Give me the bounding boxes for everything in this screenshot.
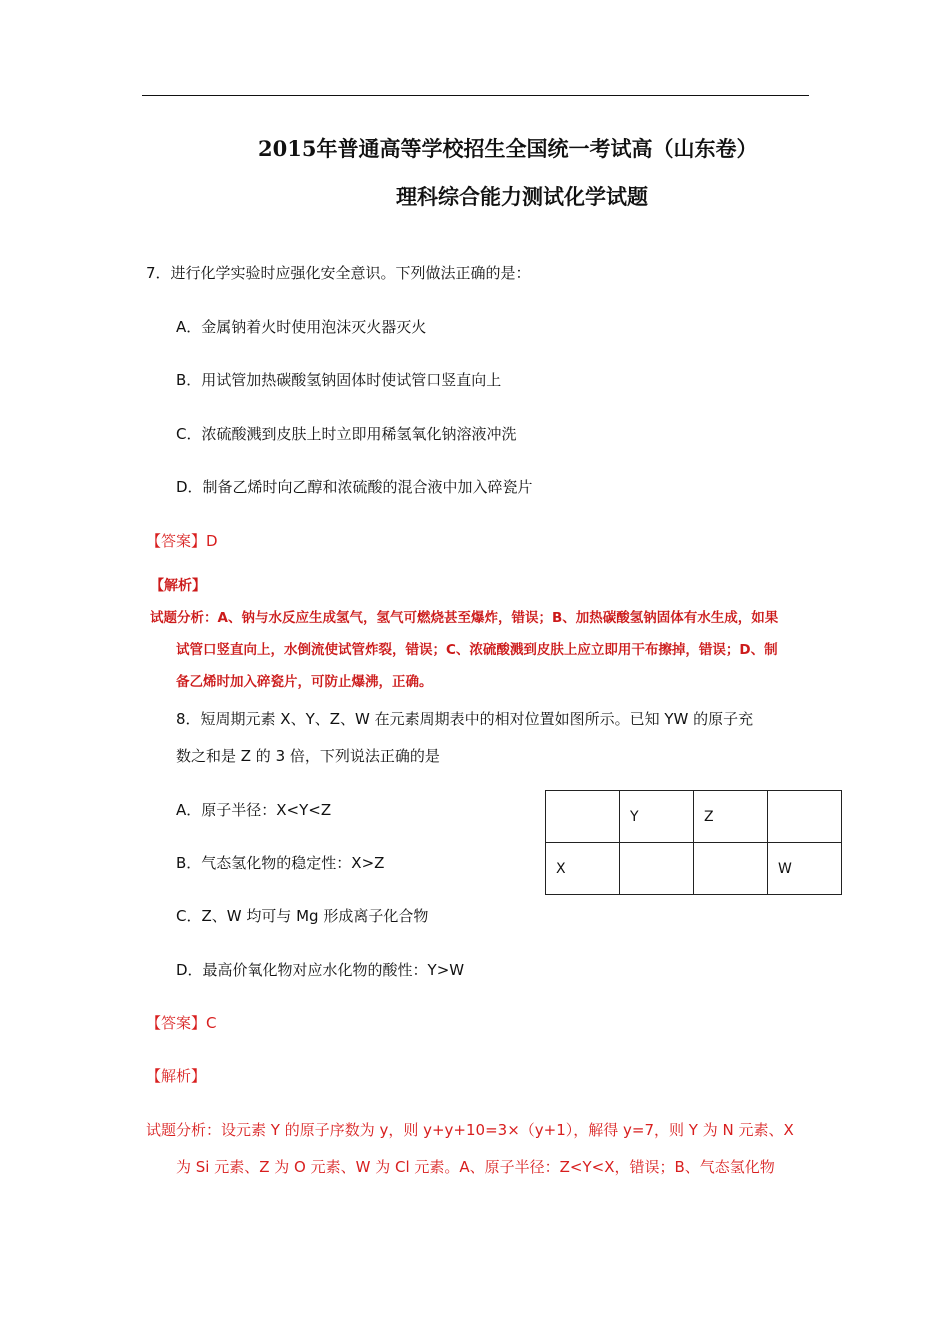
exam-subtitle: 理科综合能力测试化学试题 <box>396 184 648 209</box>
table-row <box>546 843 842 895</box>
table-cell: Z <box>694 791 768 843</box>
q8-option-d: D．最高价氧化物对应水化物的酸性：Y>W <box>176 961 465 979</box>
table-cell: X <box>546 843 620 895</box>
q7-option-c: C．浓硫酸溅到皮肤上时立即用稀氢氧化钠溶液冲洗 <box>176 425 517 443</box>
q7-analysis-line-2: 试管口竖直向上，水倒流使试管炸裂，错误；C、浓硫酸溅到皮肤上应立即用干布擦掉，错误；D、制 <box>176 642 778 658</box>
q7-option-b: B．用试管加热碳酸氢钠固体时使试管口竖直向上 <box>176 371 502 389</box>
q8-answer: 【答案】C <box>146 1014 217 1032</box>
table-cell: Y <box>620 791 694 843</box>
q7-analysis-label: 【解析】 <box>150 578 206 594</box>
table-row <box>546 791 842 843</box>
q7-answer: 【答案】D <box>146 532 218 550</box>
q7-option-d: D．制备乙烯时向乙醇和浓硫酸的混合液中加入碎瓷片 <box>176 478 533 496</box>
table-cell: W <box>768 843 842 895</box>
q8-stem-line-2: 数之和是 Z 的 3 倍，下列说法正确的是 <box>176 747 440 765</box>
exam-title: 2015年普通高等学校招生全国统一考试高（山东卷） <box>258 136 758 161</box>
table-cell <box>620 843 694 895</box>
table-cell <box>546 791 620 843</box>
q8-option-b: B．气态氢化物的稳定性：X>Z <box>176 854 385 872</box>
q8-option-c: C．Z、W 均可与 Mg 形成离子化合物 <box>176 907 429 925</box>
periodic-table-fragment <box>545 790 842 895</box>
q8-analysis-label: 【解析】 <box>146 1067 207 1085</box>
q7-analysis-line-1: 试题分析：A、钠与水反应生成氢气，氢气可燃烧甚至爆炸，错误；B、加热碳酸氢钠固体有水生成，如果 <box>150 610 779 626</box>
table-cell <box>694 843 768 895</box>
q7-option-a: A．金属钠着火时使用泡沫灭火器灭火 <box>176 318 427 336</box>
q7-stem: 7．进行化学实验时应强化安全意识。下列做法正确的是： <box>146 264 531 282</box>
table-cell <box>768 791 842 843</box>
q8-analysis-line-1: 试题分析：设元素 Y 的原子序数为 y，则 y+y+10=3×（y+1），解得 y=7，则 Y 为 N 元素、X <box>146 1121 794 1139</box>
q8-option-a: A．原子半径：X<Y<Z <box>176 801 332 819</box>
header-rule <box>142 95 809 96</box>
q7-analysis-line-3: 备乙烯时加入碎瓷片，可防止爆沸，正确。 <box>176 674 433 690</box>
q8-analysis-line-2: 为 Si 元素、Z 为 O 元素、W 为 Cl 元素。A、原子半径：Z<Y<X，错误；B、气态氢化物 <box>176 1158 775 1176</box>
q8-stem-line-1: 8．短周期元素 X、Y、Z、W 在元素周期表中的相对位置如图所示。已知 YW 的原子充 <box>176 710 754 728</box>
